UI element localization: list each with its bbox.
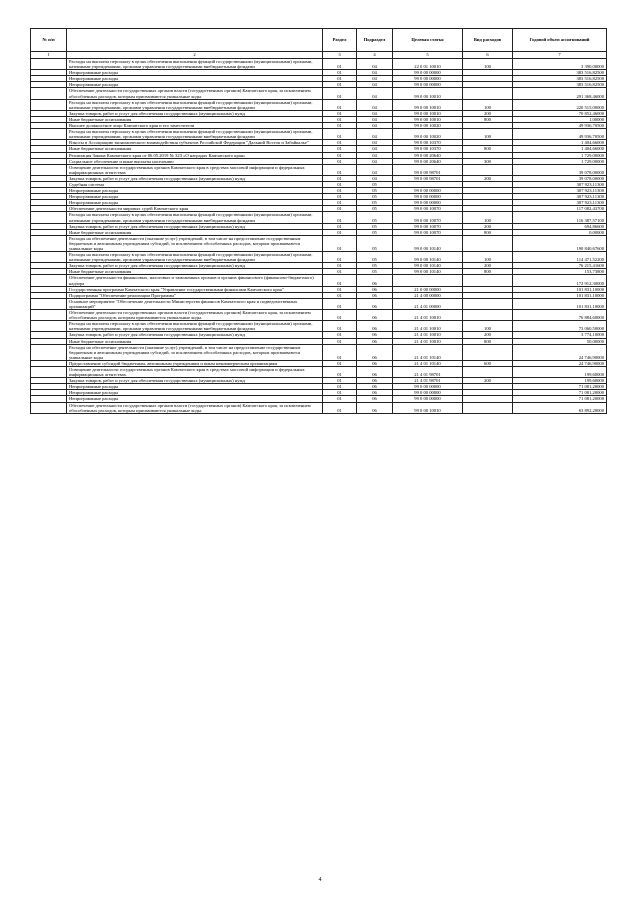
cell-target-item: 99 0 00 00000 (393, 82, 463, 88)
cell-section: 01 (323, 116, 357, 122)
cell-section: 01 (323, 292, 357, 298)
cell-subsection: 06 (357, 390, 393, 396)
cell-expense-name: Основное мероприятие "Обеспечение деятельности Министерства финансов Камчатского края и подведомственных организаций" (67, 298, 323, 309)
cell-annual-amount: 24 746,90000 (513, 344, 607, 360)
cell-expense-type: 100 (463, 129, 513, 140)
cell-annual-amount: 49 936,70500 (513, 123, 607, 129)
header-target-item: Целевая статья (393, 29, 463, 52)
cell-section: 01 (323, 129, 357, 140)
cell-subsection: 06 (357, 344, 393, 360)
cell-expense-name: Закупка товаров, работ и услуг для обеспечения государственных (муниципальных) нужд (67, 110, 323, 116)
cell-section: 01 (323, 396, 357, 402)
cell-row-number (31, 310, 67, 321)
cell-expense-type: 300 (463, 158, 513, 164)
cell-annual-amount: 153,73800 (513, 269, 607, 275)
cell-annual-amount: 50,00000 (513, 338, 607, 344)
cell-row-number (31, 59, 67, 70)
cell-target-item: 21 4 01 10140 (393, 360, 463, 366)
page-number: 4 (318, 877, 322, 883)
cell-target-item: 99 0 00 10370 (393, 146, 463, 152)
cell-expense-name: Расходы на обеспечение деятельности (оказание услуг) учреждений, в том числе на предоставление государственным бюджетным и автономным учреждениям субсидий, за исключением обособленных расходов, которым присваиваются уникальные коды (67, 344, 323, 360)
cell-annual-amount: 3 774,10000 (513, 332, 607, 338)
cell-row-number (31, 164, 67, 175)
cell-expense-type (463, 366, 513, 377)
cell-row-number (31, 344, 67, 360)
cell-subsection: 04 (357, 140, 393, 146)
cell-expense-name: Непрограммные расходы (67, 76, 323, 82)
cell-annual-amount: 114 471,52200 (513, 252, 607, 263)
cell-expense-name: Государственная программа Камчатского края "Управление государственными финансами Камчатского края" (67, 286, 323, 292)
cell-expense-name: Непрограммные расходы (67, 70, 323, 76)
cell-target-item: 99 0 00 10010 (393, 110, 463, 116)
cell-annual-amount: 220 515,00000 (513, 99, 607, 110)
cell-expense-name: Обеспечение деятельности финансовых, налоговых и таможенных органов и органов финансового (финансово-бюджетного) надзора (67, 275, 323, 286)
cell-target-item: 99 0 00 00000 (393, 188, 463, 194)
cell-section: 01 (323, 252, 357, 263)
cell-annual-amount: 199,60000 (513, 378, 607, 384)
cell-annual-amount: 1 404,66000 (513, 146, 607, 152)
table-row (31, 402, 607, 413)
header-row (31, 29, 607, 52)
cell-annual-amount: 172 912,30000 (513, 275, 607, 286)
cell-subsection: 05 (357, 223, 393, 229)
cell-subsection: 06 (357, 402, 393, 413)
cell-target-item: 99 0 00 00000 (393, 396, 463, 402)
cell-target-item: 99 0 00 10140 (393, 269, 463, 275)
cell-expense-name: Обеспечение деятельности государственных органов власти (государственных органов) Камчатского края, за исключением обособленных расходов, которым присваиваются уникальные коды. (67, 88, 323, 99)
cell-annual-amount: 307 923,11300 (513, 181, 607, 187)
budget-table-sheet (30, 28, 606, 414)
cell-annual-amount: 70 852,46000 (513, 110, 607, 116)
header-name (67, 29, 323, 52)
cell-subsection: 05 (357, 263, 393, 269)
cell-target-item: 99 0 00 10020 (393, 123, 463, 129)
cell-annual-amount: 101 831,10000 (513, 292, 607, 298)
cell-expense-type: 200 (463, 263, 513, 269)
cell-expense-name: Расходы на выплаты персоналу в целях обеспечения выполнения функций государственными (муниципальными) органами, казенными учреждениями, органами управления государственными внебюджетными фондами (67, 252, 323, 263)
cell-expense-type: 200 (463, 378, 513, 384)
cell-subsection: 04 (357, 158, 393, 164)
cell-annual-amount: 190 840,67600 (513, 235, 607, 251)
cell-annual-amount: 63 892,20000 (513, 402, 607, 413)
cell-subsection: 04 (357, 99, 393, 110)
cell-expense-name: Расходы на обеспечение деятельности (оказание услуг) учреждений, в том числе на предоставление государственным бюджетным и автономным учреждениям субсидий, за исключением обособленных расходов, которым присваиваются уникальные коды (67, 235, 323, 251)
cell-annual-amount: 307 923,11300 (513, 188, 607, 194)
cell-section: 01 (323, 88, 357, 99)
cell-expense-type: 600 (463, 360, 513, 366)
cell-target-item: 99 0 00 10070 (393, 229, 463, 235)
table-row (31, 212, 607, 223)
cell-row-number (31, 99, 67, 110)
cell-annual-amount: 76 215,41600 (513, 263, 607, 269)
cell-target-item: 99 0 00 20640 (393, 158, 463, 164)
header-expense-type: Вид расходов (463, 29, 513, 52)
cell-target-item: 99 0 00 10370 (393, 140, 463, 146)
cell-section: 01 (323, 188, 357, 194)
cell-section: 01 (323, 206, 357, 212)
column-number: 3 (323, 52, 357, 59)
cell-subsection: 06 (357, 292, 393, 298)
header-section: Раздел (323, 29, 357, 52)
cell-annual-amount: 73 060,50000 (513, 321, 607, 332)
cell-annual-amount: 24 746,90000 (513, 360, 607, 366)
cell-expense-type (463, 88, 513, 99)
cell-expense-name: Социальное обеспечение и иные выплаты населению (67, 158, 323, 164)
cell-subsection: 05 (357, 212, 393, 223)
cell-subsection: 04 (357, 82, 393, 88)
cell-row-number (31, 402, 67, 413)
cell-target-item: 22 0 01 10010 (393, 59, 463, 70)
cell-target-item: 99 0 00 00000 (393, 384, 463, 390)
cell-subsection: 06 (357, 298, 393, 309)
cell-expense-type: 100 (463, 59, 513, 70)
cell-expense-type (463, 235, 513, 251)
cell-subsection: 06 (357, 286, 393, 292)
cell-section: 01 (323, 110, 357, 116)
cell-expense-type (463, 402, 513, 413)
cell-row-number (31, 275, 67, 286)
cell-target-item: 99 0 00 10070 (393, 206, 463, 212)
header-annual-amount: Годовой объем ассигнований (513, 29, 607, 52)
cell-expense-name: Непрограммные расходы (67, 396, 323, 402)
cell-expense-type: 100 (463, 99, 513, 110)
cell-subsection: 06 (357, 275, 393, 286)
cell-annual-amount: 307 923,11300 (513, 200, 607, 206)
cell-expense-name: Освещение деятельности государственных органов Камчатского края в средствах массовой информации и федеральных информационных агентствах. (67, 366, 323, 377)
cell-row-number (31, 252, 67, 263)
cell-target-item: 99 0 00 98701 (393, 164, 463, 175)
table-row (31, 99, 607, 110)
cell-subsection: 06 (357, 384, 393, 390)
cell-target-item: 99 0 00 20640 (393, 152, 463, 158)
cell-target-item: 99 0 00 10010 (393, 99, 463, 110)
cell-annual-amount: 71 081,20000 (513, 390, 607, 396)
cell-annual-amount: 694,86600 (513, 223, 607, 229)
cell-target-item: 21 4 01 10010 (393, 338, 463, 344)
cell-expense-type (463, 310, 513, 321)
cell-subsection: 06 (357, 366, 393, 377)
cell-section: 01 (323, 332, 357, 338)
budget-table-body (31, 59, 607, 414)
cell-annual-amount: 76 884,60000 (513, 310, 607, 321)
cell-section: 01 (323, 229, 357, 235)
cell-subsection: 04 (357, 88, 393, 99)
header-subsection: Подраздел (357, 29, 393, 52)
cell-expense-name: Предоставление субсидий бюджетным, автономным учреждениям и иным некоммерческим организациям (67, 360, 323, 366)
cell-section: 01 (323, 146, 357, 152)
cell-annual-amount: 1 404,66000 (513, 140, 607, 146)
cell-expense-name: Судебная система (67, 181, 323, 187)
cell-annual-amount: 49 936,70500 (513, 129, 607, 140)
cell-section: 01 (323, 99, 357, 110)
cell-section: 01 (323, 76, 357, 82)
cell-annual-amount: 199,60000 (513, 366, 607, 377)
cell-row-number (31, 366, 67, 377)
cell-row-number (31, 88, 67, 99)
cell-subsection: 05 (357, 188, 393, 194)
column-number: 5 (393, 52, 463, 59)
cell-subsection: 06 (357, 378, 393, 384)
cell-subsection: 04 (357, 129, 393, 140)
cell-expense-type: 200 (463, 110, 513, 116)
cell-annual-amount: 383 516,82500 (513, 82, 607, 88)
cell-section: 01 (323, 181, 357, 187)
cell-expense-type (463, 275, 513, 286)
cell-annual-amount: 0,00000 (513, 229, 607, 235)
cell-target-item: 99 0 00 10010 (393, 88, 463, 99)
cell-annual-amount: 383 516,82500 (513, 76, 607, 82)
cell-annual-amount: 101 831,10000 (513, 298, 607, 309)
cell-expense-name: Непрограммные расходы (67, 390, 323, 396)
cell-section: 01 (323, 164, 357, 175)
cell-expense-type: 800 (463, 269, 513, 275)
cell-expense-name: Подпрограмма "Обеспечение реализации Программы" (67, 292, 323, 298)
cell-expense-type: 800 (463, 338, 513, 344)
cell-section: 01 (323, 194, 357, 200)
column-number-row (31, 52, 607, 59)
cell-expense-name: Освещение деятельности государственных органов Камчатского края в средствах массовой информации и федеральных информационных агентствах (67, 164, 323, 175)
cell-section: 01 (323, 360, 357, 366)
cell-expense-name: Закупка товаров, работ и услуг для обеспечения государственных (муниципальных) нужд (67, 378, 323, 384)
cell-target-item: 99 0 00 10140 (393, 252, 463, 263)
cell-expense-name: Обеспечение деятельности мировых судей Камчатского края (67, 206, 323, 212)
cell-subsection: 04 (357, 175, 393, 181)
cell-subsection: 04 (357, 152, 393, 158)
cell-expense-type: 200 (463, 332, 513, 338)
cell-expense-name: Иные бюджетные ассигнования (67, 338, 323, 344)
table-row (31, 321, 607, 332)
cell-target-item: 99 0 00 10140 (393, 235, 463, 251)
cell-expense-name: Обеспечение деятельности государственных органов власти (государственных органов) Камчатского края, за исключением обособленных расходов, которым присваиваются уникальные коды. (67, 402, 323, 413)
cell-target-item: 99 0 00 10070 (393, 212, 463, 223)
cell-expense-name: Расходы на выплаты персоналу в целях обеспечения выполнения функций государственными (муниципальными) органами, казенными учреждениями, органами управления государственными внебюджетными фондами (67, 99, 323, 110)
cell-target-item: 21 4 01 98701 (393, 378, 463, 384)
cell-target-item (393, 275, 463, 286)
cell-section: 01 (323, 286, 357, 292)
cell-section: 01 (323, 140, 357, 146)
cell-subsection: 05 (357, 206, 393, 212)
column-number: 6 (463, 52, 513, 59)
cell-expense-name: Высшее должностное лицо Камчатского края и его заместители (67, 123, 323, 129)
table-row (31, 59, 607, 70)
budget-table (30, 28, 607, 414)
cell-subsection: 04 (357, 110, 393, 116)
cell-section: 01 (323, 269, 357, 275)
cell-expense-name: Иные бюджетные ассигнования (67, 269, 323, 275)
cell-expense-name: Непрограммные расходы (67, 384, 323, 390)
cell-target-item: 21 0 00 00000 (393, 286, 463, 292)
cell-target-item: 99 0 00 98701 (393, 175, 463, 181)
cell-target-item: 99 0 00 10070 (393, 223, 463, 229)
cell-section: 01 (323, 263, 357, 269)
cell-section: 01 (323, 390, 357, 396)
cell-target-item: 99 0 00 00000 (393, 76, 463, 82)
cell-target-item: 99 0 00 10140 (393, 263, 463, 269)
cell-expense-name: Взносы в Ассоциацию экономического взаимодействия субъектов Российской Федерации "Дальний Восток и Забайкалье" (67, 140, 323, 146)
cell-subsection: 04 (357, 70, 393, 76)
cell-section: 01 (323, 378, 357, 384)
cell-annual-amount: 39 078,00000 (513, 164, 607, 175)
cell-subsection: 05 (357, 252, 393, 263)
cell-section: 01 (323, 310, 357, 321)
cell-section: 01 (323, 70, 357, 76)
cell-expense-type: 200 (463, 175, 513, 181)
cell-row-number (31, 212, 67, 223)
cell-section: 01 (323, 152, 357, 158)
cell-subsection: 05 (357, 200, 393, 206)
cell-subsection: 06 (357, 396, 393, 402)
cell-expense-type: 100 (463, 252, 513, 263)
cell-expense-name: Непрограммные расходы (67, 200, 323, 206)
cell-expense-name: Закупка товаров, работ и услуг для обеспечения государственных (муниципальных) нужд (67, 332, 323, 338)
cell-subsection: 05 (357, 229, 393, 235)
cell-annual-amount: 1 729,00000 (513, 152, 607, 158)
cell-expense-name: Закупка товаров, работ и услуг для обеспечения государственных (муниципальных) нужд (67, 223, 323, 229)
cell-target-item: 21 4 01 98701 (393, 366, 463, 377)
cell-expense-type (463, 164, 513, 175)
cell-annual-amount: 307 923,11300 (513, 194, 607, 200)
cell-expense-name: Непрограммные расходы (67, 82, 323, 88)
cell-annual-amount: 1 729,00000 (513, 158, 607, 164)
cell-annual-amount: 117 082,43700 (513, 206, 607, 212)
table-row (31, 252, 607, 263)
cell-expense-name: Непрограммные расходы (67, 188, 323, 194)
cell-section: 01 (323, 321, 357, 332)
cell-subsection: 06 (357, 338, 393, 344)
cell-section: 01 (323, 158, 357, 164)
cell-section: 01 (323, 384, 357, 390)
cell-expense-name: Расходы на выплаты персоналу в целях обеспечения выполнения функций государственными (муниципальными) органами, казенными учреждениями, органами управления государственными внебюджетными фондами (67, 321, 323, 332)
cell-subsection: 06 (357, 321, 393, 332)
cell-target-item: 99 0 00 10020 (393, 129, 463, 140)
table-row (31, 88, 607, 99)
cell-row-number (31, 235, 67, 251)
cell-target-item: 99 0 00 00000 (393, 194, 463, 200)
cell-row-number (31, 129, 67, 140)
cell-expense-name: Закупка товаров, работ и услуг для обеспечения государственных (муниципальных) нужд (67, 175, 323, 181)
cell-target-item: 99 0 00 10010 (393, 402, 463, 413)
cell-expense-name: Обеспечение деятельности государственных органов власти (государственных органов) Камчатского края, за исключением обособленных расходов, которым присваиваются уникальные коды. (67, 310, 323, 321)
cell-annual-amount: 71 081,20000 (513, 396, 607, 402)
cell-section: 01 (323, 175, 357, 181)
cell-target-item: 21 4 01 00000 (393, 298, 463, 309)
table-row (31, 310, 607, 321)
cell-section: 01 (323, 275, 357, 286)
cell-annual-amount: 71 081,20000 (513, 384, 607, 390)
cell-annual-amount: 39 078,00000 (513, 175, 607, 181)
cell-subsection: 05 (357, 269, 393, 275)
cell-expense-name: Реализация Закона Камчатского края от 06.05.2019 № 323 «О наградах Камчатского края» (67, 152, 323, 158)
cell-subsection: 05 (357, 181, 393, 187)
cell-expense-type: 800 (463, 116, 513, 122)
cell-annual-amount: 101 831,10000 (513, 286, 607, 292)
table-row (31, 129, 607, 140)
cell-subsection: 04 (357, 116, 393, 122)
cell-target-item: 21 4 01 10010 (393, 321, 463, 332)
cell-section: 01 (323, 366, 357, 377)
cell-target-item: 21 4 01 10010 (393, 332, 463, 338)
cell-subsection: 06 (357, 310, 393, 321)
cell-target-item: 21 4 01 10010 (393, 310, 463, 321)
table-row (31, 235, 607, 251)
table-row (31, 164, 607, 175)
cell-target-item: 99 0 00 00000 (393, 390, 463, 396)
column-number: 7 (513, 52, 607, 59)
cell-subsection: 05 (357, 194, 393, 200)
cell-expense-name: Закупка товаров, работ и услуг для обеспечения государственных (муниципальных) нужд (67, 263, 323, 269)
header-row-number: № п/п (31, 29, 67, 52)
cell-section: 01 (323, 223, 357, 229)
cell-section: 01 (323, 200, 357, 206)
cell-subsection: 06 (357, 360, 393, 366)
table-row (31, 366, 607, 377)
cell-expense-name: Иные бюджетные ассигнования (67, 146, 323, 152)
cell-section: 01 (323, 402, 357, 413)
cell-annual-amount: 1,00000 (513, 116, 607, 122)
cell-row-number (31, 298, 67, 309)
cell-subsection: 04 (357, 123, 393, 129)
cell-target-item: 21 4 00 00000 (393, 292, 463, 298)
cell-target-item: 21 4 01 10140 (393, 344, 463, 360)
table-row (31, 344, 607, 360)
cell-subsection: 04 (357, 59, 393, 70)
column-number: 1 (31, 52, 67, 59)
cell-expense-name: Непрограммные расходы (67, 194, 323, 200)
table-row (31, 298, 607, 309)
cell-target-item: 99 0 00 00000 (393, 70, 463, 76)
cell-subsection: 04 (357, 76, 393, 82)
cell-expense-name: Иные бюджетные ассигнования (67, 116, 323, 122)
cell-expense-type: 100 (463, 212, 513, 223)
cell-expense-type: 800 (463, 229, 513, 235)
cell-annual-amount: 291 368,46000 (513, 88, 607, 99)
cell-subsection: 04 (357, 164, 393, 175)
cell-expense-name: Расходы на выплаты персоналу в целях обеспечения выполнения функций государственными (муниципальными) органами, казенными учреждениями, органами управления государственными внебюджетными фондами (67, 59, 323, 70)
cell-expense-type (463, 298, 513, 309)
cell-section: 01 (323, 82, 357, 88)
cell-annual-amount: 383 516,82500 (513, 70, 607, 76)
cell-expense-type (463, 344, 513, 360)
cell-target-item: 99 0 00 00000 (393, 200, 463, 206)
cell-section: 01 (323, 338, 357, 344)
cell-expense-type: 200 (463, 223, 513, 229)
cell-subsection: 04 (357, 146, 393, 152)
cell-annual-amount: 3 390,00000 (513, 59, 607, 70)
cell-expense-type: 100 (463, 321, 513, 332)
cell-section: 01 (323, 59, 357, 70)
table-row (31, 275, 607, 286)
cell-subsection: 05 (357, 235, 393, 251)
cell-section: 01 (323, 123, 357, 129)
column-number: 4 (357, 52, 393, 59)
cell-expense-type: 800 (463, 146, 513, 152)
column-number: 2 (67, 52, 323, 59)
cell-row-number (31, 321, 67, 332)
cell-section: 01 (323, 235, 357, 251)
cell-expense-name: Расходы на выплаты персоналу в целях обеспечения выполнения функций государственными (муниципальными) органами, казенными учреждениями, органами управления государственными внебюджетными фондами (67, 212, 323, 223)
cell-annual-amount: 116 387,57100 (513, 212, 607, 223)
cell-section: 01 (323, 212, 357, 223)
cell-expense-name: Иные бюджетные ассигнования (67, 229, 323, 235)
cell-expense-name: Расходы на выплаты персоналу в целях обеспечения выполнения функций государственными (муниципальными) органами, казенными учреждениями, органами управления государственными внебюджетными фондами (67, 129, 323, 140)
cell-section: 01 (323, 344, 357, 360)
cell-target-item: 99 0 00 10010 (393, 116, 463, 122)
cell-section: 01 (323, 298, 357, 309)
cell-subsection: 06 (357, 332, 393, 338)
